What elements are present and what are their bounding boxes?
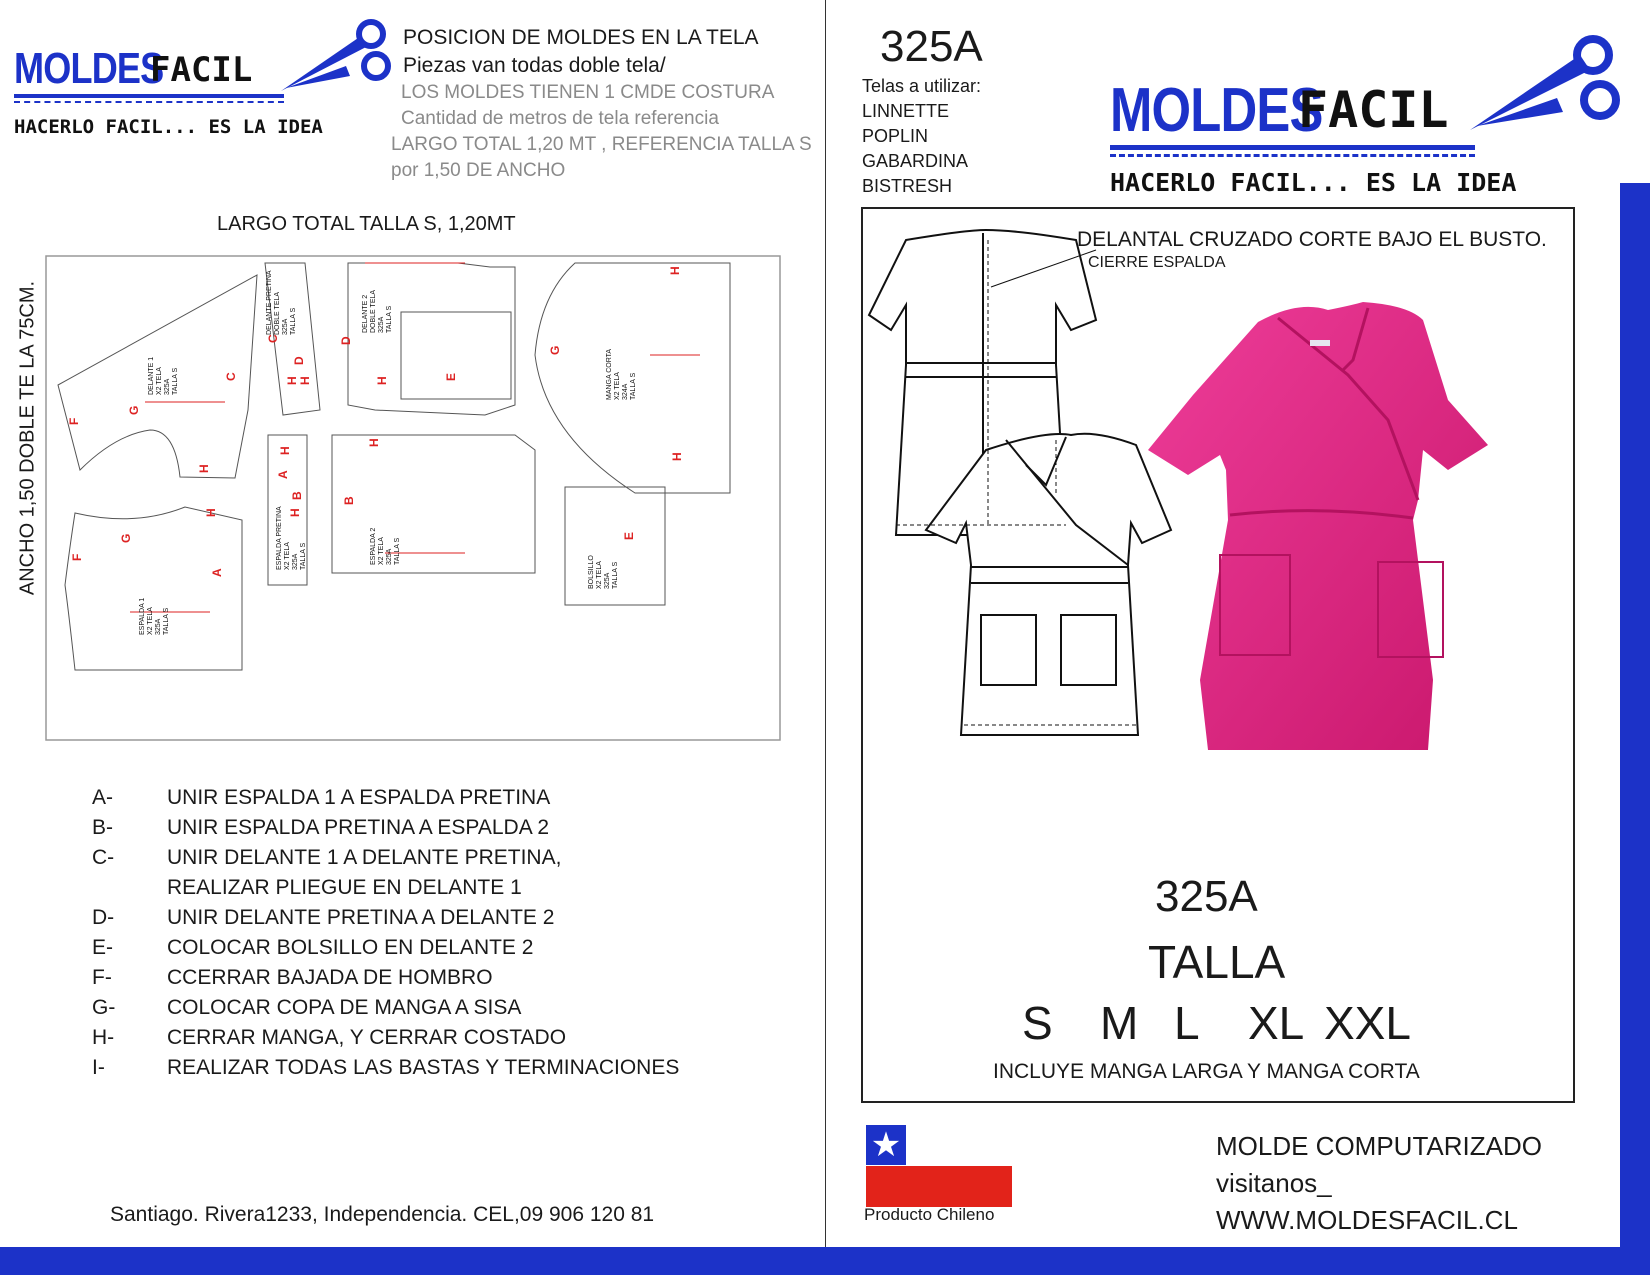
size-m: M (1100, 997, 1139, 1049)
piece-label: TALLA S (612, 561, 619, 589)
instruction-key: H- (92, 1026, 115, 1049)
svg-text:TALLA S (394, 538, 401, 565)
letter-f: F (67, 417, 81, 425)
svg-text:TALLA S (163, 608, 170, 635)
instruction-key: G- (92, 996, 116, 1019)
instruction-key: B- (92, 816, 113, 839)
piece-label: DELANTE PRETINA (266, 270, 273, 335)
letter-h: H (197, 464, 211, 473)
piece-label: TALLA S (630, 372, 637, 400)
piece-delante-2 (348, 263, 515, 415)
letter-h: H (670, 452, 684, 461)
address: Santiago. Rivera1233, Independencia. CEL,09 906 120 81 (110, 1203, 655, 1226)
instruction-key: E- (92, 936, 113, 959)
instruction-key (92, 873, 167, 903)
instruction-text: CERRAR MANGA, Y CERRAR COSTADO (167, 1026, 567, 1049)
footer-line: MOLDE COMPUTARIZADO (1216, 1131, 1542, 1161)
svg-text:DELANTE 2 (362, 295, 369, 333)
letter-a: A (210, 568, 224, 577)
svg-text:X2 TELA (596, 561, 603, 589)
product-description: DELANTAL CRUZADO CORTE BAJO EL BUSTO. (1077, 228, 1547, 251)
svg-text:TALLA S (290, 308, 297, 335)
letter-b: B (342, 496, 356, 505)
brand-name-facil: FACIL (150, 50, 253, 90)
fabric-item: BISTRESH (862, 176, 953, 196)
instruction-text: CCERRAR BAJADA DE HOMBRO (167, 966, 493, 989)
brand-name-facil: FACIL (1298, 81, 1449, 139)
instruction-text: UNIR DELANTE PRETINA A DELANTE 2 (167, 906, 555, 929)
product-code: 325A (880, 22, 983, 71)
svg-text:TALLA S (630, 373, 637, 400)
svg-text:ESPALDA 2 (370, 528, 377, 565)
svg-text:TALLA S (300, 543, 307, 570)
svg-text:TALLA S (612, 562, 619, 589)
size-xl: XL (1248, 997, 1305, 1049)
header-line-5: LARGO TOTAL 1,20 MT , REFERENCIA TALLA S (391, 134, 812, 155)
brand-logo-right (1110, 75, 1630, 165)
piece-label: ESPALDA 1 (139, 597, 146, 635)
piece-label: TALLA S (394, 537, 401, 565)
code-big: 325A (1155, 872, 1258, 921)
letter-h: H (668, 266, 682, 275)
svg-text:DOBLE TELA (370, 290, 377, 333)
svg-text:325A (386, 548, 393, 565)
technical-drawing (866, 225, 1186, 745)
svg-text:325A (292, 553, 299, 570)
letter-g: G (119, 533, 133, 543)
svg-text:X2 TELA (378, 537, 385, 565)
instruction-text: COLOCAR COPA DE MANGA A SISA (167, 996, 522, 1019)
piece-label: TALLA S (163, 607, 170, 635)
svg-text:BOLSILLO (588, 555, 595, 589)
left-header (375, 24, 815, 184)
piece-label: X2 TELA (596, 561, 603, 589)
fabric-item: GABARDINA (862, 151, 969, 171)
svg-text:DELANTE 1 (148, 357, 155, 395)
svg-text:325A (155, 618, 162, 635)
scissors-icon (1465, 30, 1635, 140)
piece-label: 325A (378, 316, 385, 333)
letter-c: C (224, 372, 238, 381)
header-line-4: Cantidad de metros de tela referencia (401, 108, 719, 129)
letter-a: A (276, 470, 290, 479)
piece-label: X2 TELA (378, 537, 385, 565)
side-bar (1620, 183, 1650, 1253)
size-xxl: XXL (1324, 997, 1411, 1049)
letter-e: E (444, 372, 458, 381)
instruction-row (92, 903, 792, 933)
layout-side-label: ANCHO 1,50 DOBLE TE LA 75CM. (16, 280, 39, 596)
instruction-text: UNIR DELANTE 1 A DELANTE PRETINA, (167, 846, 562, 869)
piece-label: ESPALDA PRETINA (276, 506, 283, 570)
piece-label: DOBLE TELA (370, 289, 377, 333)
piece-espalda-2 (332, 435, 535, 573)
instruction-key: F- (92, 966, 112, 989)
header-line-2: Piezas van todas doble tela/ (403, 54, 666, 77)
footer-line: visitanos_ (1216, 1168, 1332, 1198)
svg-text:325A (604, 572, 611, 589)
size-s: S (1022, 997, 1053, 1049)
piece-label: X2 TELA (284, 542, 291, 570)
instruction-text: REALIZAR TODAS LAS BASTAS Y TERMINACIONES (167, 1056, 680, 1079)
svg-text:325A (164, 378, 171, 395)
instruction-key: I- (92, 1056, 105, 1079)
letter-h: H (278, 446, 292, 455)
svg-text:324A (622, 383, 629, 400)
header-line-6: por 1,50 DE ANCHO (391, 160, 566, 181)
piece-label: 325A (282, 318, 289, 335)
piece-label: 325A (155, 618, 162, 635)
brand-tagline-right: HACERLO FACIL... ES LA IDEA (1110, 168, 1517, 197)
layout-title: LARGO TOTAL TALLA S, 1,20MT (217, 213, 516, 235)
instruction-row (92, 783, 792, 813)
instruction-text: REALIZAR PLIEGUE EN DELANTE 1 (167, 876, 522, 899)
letter-h: H (285, 376, 299, 385)
zipper-note: CIERRE ESPALDA (1088, 254, 1226, 271)
brand-name-moldes: MOLDES (14, 44, 164, 93)
size-title: TALLA (1148, 936, 1286, 988)
piece-label: MANGA CORTA (606, 348, 613, 400)
piece-label: 325A (292, 553, 299, 570)
instruction-text: UNIR ESPALDA PRETINA A ESPALDA 2 (167, 816, 550, 839)
svg-text:X2 TELA (284, 542, 291, 570)
piece-label: DELANTE 2 (362, 294, 369, 333)
instruction-text: UNIR ESPALDA 1 A ESPALDA PRETINA (167, 786, 551, 809)
svg-text:X2 TELA (614, 372, 621, 400)
piece-label: DELANTE 1 (148, 356, 155, 395)
svg-text:325A (378, 316, 385, 333)
piece-label: TALLA S (172, 367, 179, 395)
pattern-layout (45, 255, 782, 742)
brand-underline-dash (1110, 154, 1475, 159)
svg-text:ESPALDA PRETINA (276, 506, 283, 570)
svg-text:TALLA S (172, 368, 179, 395)
garment-photo (1148, 300, 1523, 750)
instruction-row (92, 933, 792, 963)
footer-info (1216, 1128, 1542, 1239)
letter-h: H (367, 438, 381, 447)
instruction-row (92, 1023, 792, 1053)
piece-label: ESPALDA 2 (370, 527, 377, 565)
svg-text:MANGA CORTA (606, 349, 613, 400)
brand-underline (14, 94, 284, 98)
instructions-list (92, 783, 792, 1083)
letter-h: H (204, 508, 218, 517)
svg-text:DOBLE TELA (274, 292, 281, 335)
piece-label: X2 TELA (614, 372, 621, 400)
piece-label: 325A (604, 572, 611, 589)
piece-label: 324A (622, 383, 629, 400)
star-icon: ★ (870, 1126, 902, 1164)
fabric-item: LINNETTE (862, 101, 950, 121)
instruction-row (92, 963, 792, 993)
instruction-row (92, 993, 792, 1023)
brand-underline (1110, 145, 1475, 150)
letter-g: G (127, 405, 141, 415)
piece-label: X2 TELA (156, 367, 163, 395)
letter-d: D (292, 356, 306, 365)
header-line-1: POSICION DE MOLDES EN LA TELA (403, 26, 759, 49)
instruction-row (92, 813, 792, 843)
size-l: L (1174, 997, 1200, 1049)
letter-h: H (375, 376, 389, 385)
piece-espalda-1 (65, 507, 242, 670)
piece-label: TALLA S (300, 542, 307, 570)
svg-text:TALLA S (386, 306, 393, 333)
footer-website[interactable]: WWW.MOLDESFACIL.CL (1216, 1205, 1518, 1235)
brand-underline-dash (14, 101, 284, 105)
letter-b: B (290, 491, 304, 500)
instruction-key: D- (92, 906, 115, 929)
piece-label: BOLSILLO (588, 555, 595, 589)
piece-label: TALLA S (386, 305, 393, 333)
instruction-key: A- (92, 786, 113, 809)
brand-name-moldes: MOLDES (1110, 76, 1323, 145)
letter-h: H (298, 376, 312, 385)
instruction-key: C- (92, 846, 115, 869)
svg-text:325A (282, 318, 289, 335)
instruction-row (92, 843, 792, 873)
piece-label: TALLA S (290, 307, 297, 335)
svg-text:X2 TELA (156, 367, 163, 395)
sizes-row (1022, 996, 1442, 1056)
piece-label: X2 TELA (147, 607, 154, 635)
letter-f: F (70, 553, 84, 561)
letter-c: C (266, 334, 280, 343)
brand-logo-left (14, 44, 394, 114)
page-divider (825, 0, 826, 1275)
instruction-row (92, 873, 792, 903)
svg-text:ESPALDA 1 (139, 598, 146, 635)
header-line-3: LOS MOLDES TIENEN 1 CMDE COSTURA (401, 82, 775, 103)
fabrics-list (862, 74, 981, 199)
fabrics-title: Telas a utilizar: (862, 76, 982, 96)
instruction-row (92, 1053, 792, 1083)
letter-e: E (622, 531, 636, 540)
letter-g: G (548, 345, 562, 355)
svg-text:X2 TELA (147, 607, 154, 635)
piece-label: DOBLE TELA (274, 291, 281, 335)
svg-text:DELANTE PRETINA (266, 270, 273, 335)
instruction-text: COLOCAR BOLSILLO EN DELANTE 2 (167, 936, 534, 959)
includes-note: INCLUYE MANGA LARGA Y MANGA CORTA (993, 1060, 1420, 1083)
letter-h: H (288, 508, 302, 517)
chile-flag (866, 1125, 1012, 1207)
piece-label: 325A (386, 548, 393, 565)
bottom-bar (0, 1247, 1650, 1275)
flag-caption: Producto Chileno (864, 1205, 995, 1224)
letter-d: D (339, 336, 353, 345)
brand-tagline-left: HACERLO FACIL... ES LA IDEA (14, 116, 323, 138)
garment-body (1148, 302, 1488, 750)
fabric-item: POPLIN (862, 126, 929, 146)
piece-label: 325A (164, 378, 171, 395)
